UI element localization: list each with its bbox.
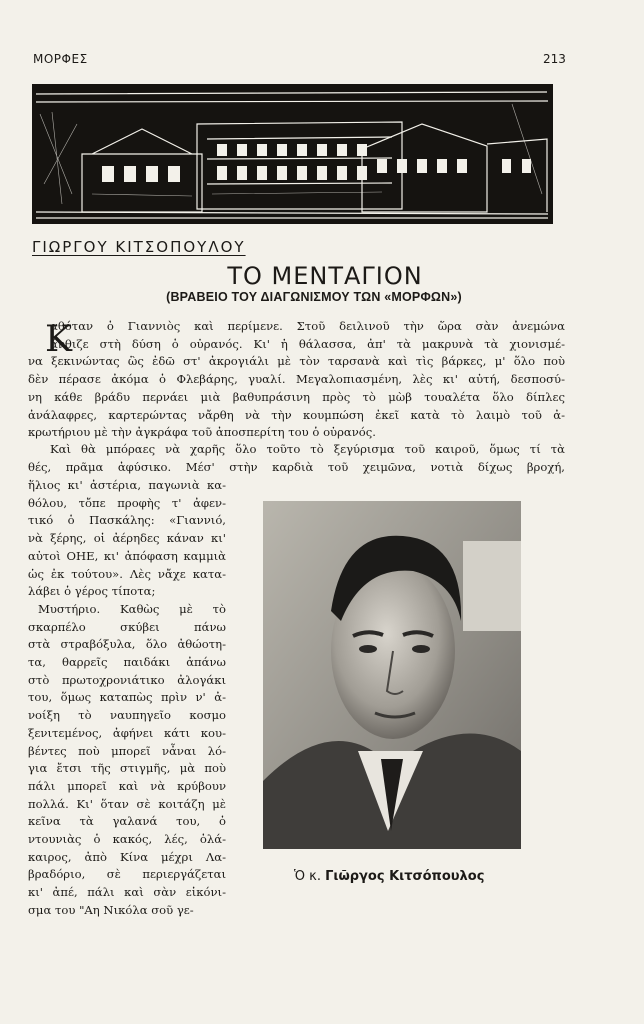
text-line: καιρος, ἀπὸ Κίνα μέχρι Λα- <box>28 849 226 864</box>
text-line: πολλά. Κι' ὅταν σὲ κοιτάζη μὲ <box>28 796 226 811</box>
drop-cap: Κ <box>45 319 72 360</box>
text-line: Καὶ θὰ μπόραες νὰ χαρῆς ὅλο τοῦτο τὸ ξεγύρισμα τοῦ καιροῦ, ὅμως τί τὰ <box>50 442 565 456</box>
text-line: ξενιτεμένος, ἀφήνει κάτι κου- <box>28 725 226 740</box>
text-line: να ξεκινώντας ὣς ἐδῶ στ' ἀκρογιάλι μὲ τὸν ταρσανὰ καὶ τὶς βάρκες, μ' ὅλο ποὺ <box>28 354 565 369</box>
photo-caption: Ὁ κ. Γιῶργος Κιτσόπουλος <box>294 869 485 884</box>
text-line: σμα του "Αη Νικόλα σοῦ γε- <box>28 902 194 917</box>
text-line: λάβει ὁ γέρος τίποτα; <box>28 584 156 599</box>
text-line: άνθιζε στὴ δύση ὁ οὐρανός. Κι' ἡ θάλασσα, ἀπ' τὰ μακρυνὰ τὰ χιονισμέ- <box>50 336 565 351</box>
text-line: τικό ὁ Πασκάλης: «Γιαννιό, <box>28 513 226 528</box>
text-line: στὰ στραβόξυλα, ὅλο ἀθώοτη- <box>28 637 226 652</box>
text-line: ντουνιὰς ὁ κακός, λές, ὁλά- <box>28 832 226 847</box>
story-title: ΤΟ ΜΕΝΤΑΓΙΟΝ <box>227 262 423 290</box>
text-line: ὡς ἐκ τούτου». Λὲς νἄχε κατα- <box>28 566 226 581</box>
text-line: δὲν πέρασε ἀκόμα ὁ Φλεβάρης, γυαλί. Μεγαλοπιασμένη, λὲς κι' αὐτή, δεσποσύ- <box>28 372 565 387</box>
text-line: στὸ πρωτοχρονιάτικο ἀλογάκι <box>28 672 226 687</box>
text-line: βραδόριο, σὲ περιεργάζεται <box>28 867 226 882</box>
text-line: τα, θαρρεῖς παιδάκι ἀπάνω <box>28 655 226 670</box>
paragraph-2 <box>28 441 565 476</box>
text-line: νὰ ξέρης, οἱ ἀέρηδες κάναν κι' <box>28 531 226 546</box>
text-line: ἀνάλαφρες, καρτερώντας νἄρθη νὰ τὴν κουμπώση ἐκεῖ κατὰ τὸ λαιμὸ τοῦ ἀ- <box>28 407 565 422</box>
text-line: θές, πρᾶμα ἀφύσικο. Μέσ' στὴν καρδιὰ τοῦ χειμῶνα, νοτιὰ δίχως βροχή, <box>28 459 565 474</box>
text-line: σκαρπέλο σκύβει πάνω <box>28 619 226 634</box>
text-line: κρωτήριου μὲ τὴν ἀγκράφα τοῦ ἀποσπερίτη του ὁ οὐρανός. <box>28 425 376 440</box>
text-line: Μυστήριο. Καθὼς μὲ τὸ <box>38 601 226 616</box>
text-line: πάλι μπορεῖ καὶ νὰ κρύβουν <box>28 778 226 793</box>
text-line: νοίξη τὸ ναυπηγεῖο κοσμο <box>28 708 226 723</box>
text-line: του, ὅμως καταπὼς πρὶν ν' ἀ- <box>28 690 226 705</box>
text-line: βέντες ποὺ μπορεῖ νἆναι λό- <box>28 743 226 758</box>
author-name: ΓΙΩΡΓΟΥ ΚΙΤΣΟΠΟΥΛΟΥ <box>32 238 246 256</box>
running-head: ΜΟΡΦΕΣ <box>33 52 88 66</box>
column-text <box>28 477 226 920</box>
text-line: κεῖνα τὰ γαλανά του, ὁ <box>28 814 226 829</box>
text-line: αὐτοὶ ΟΗΕ, κι' ἀπόφαση καμμιὰ <box>28 548 226 563</box>
header-woodcut-illustration <box>32 84 553 224</box>
text-line: νη κάθε βράδυ περνάει μιὰ βαθυπράσινη πρὸς τὸ μὼβ τουαλέτα ὅλο δίπλες <box>28 389 565 404</box>
page-number: 213 <box>543 52 566 66</box>
text-line: κι' ἀπέ, πάλι καὶ σὰν εἰκόνι- <box>28 885 226 900</box>
text-line: ἥλιος κι' ἀστέρια, παγωνιὰ κα- <box>28 478 226 492</box>
text-line: για ἔτσι τῆς στιγμῆς, μὰ ποὺ <box>28 761 226 776</box>
story-subtitle: (ΒΡΑΒΕΙΟ ΤΟΥ ΔΙΑΓΩΝΙΣΜΟΥ ΤΩΝ «ΜΟΡΦΩΝ») <box>166 290 462 304</box>
author-portrait-photo <box>263 501 521 849</box>
text-line: θόλου, τὄπε προφὴς τ' ἀφεν- <box>28 495 226 510</box>
paragraph-1 <box>28 318 565 442</box>
text-line: αθόταν ὁ Γιαννιὸς καὶ περίμενε. Στοῦ δειλινοῦ τὴν ὥρα σὰν ἀνεμώνα <box>50 319 565 333</box>
